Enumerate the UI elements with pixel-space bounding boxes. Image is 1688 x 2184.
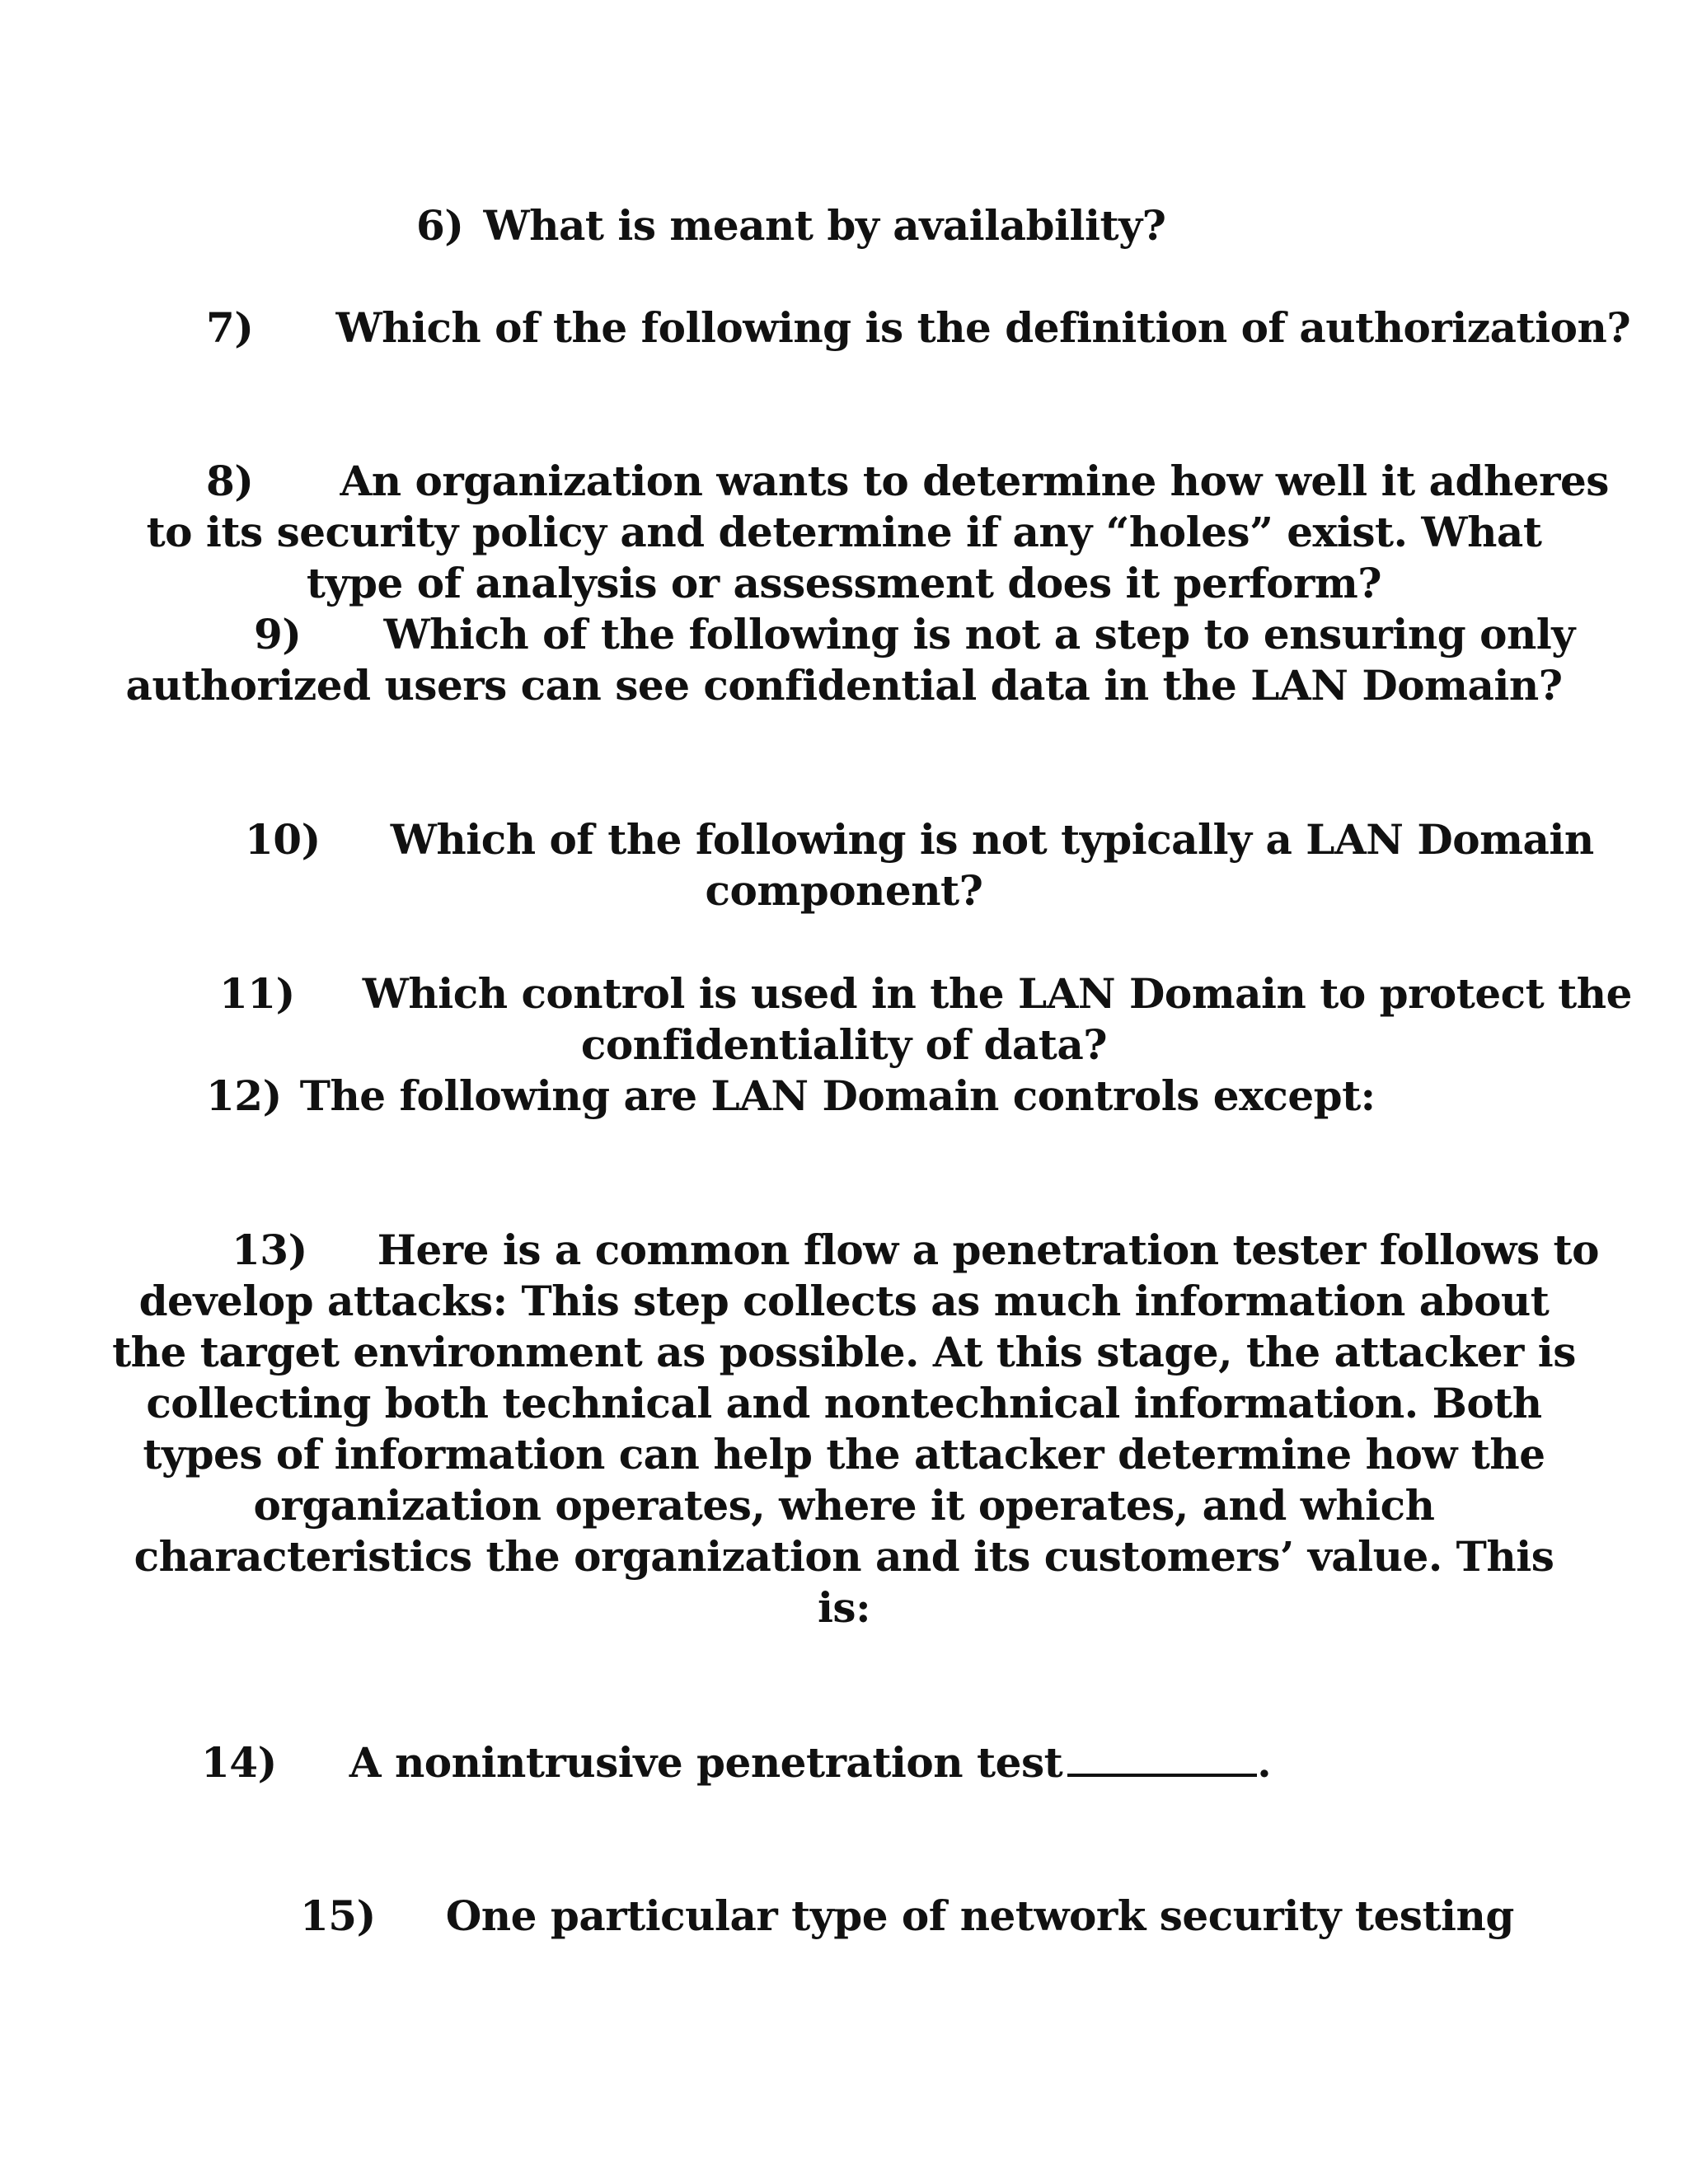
question-9-text-line-1: Which of the following is not a step to ensuring only (383, 610, 1575, 658)
question-8-number: 8) (206, 457, 254, 505)
question-14-period: . (1257, 1738, 1272, 1787)
question-13-line-8: is: (817, 1583, 871, 1632)
question-9-line-2: authorized users can see confidential data in the LAN Domain? (125, 661, 1563, 710)
question-13-line-2: develop attacks: This step collects as much information about (138, 1277, 1550, 1325)
question-15-number: 15) (300, 1891, 376, 1940)
question-6-number: 6) (416, 201, 464, 250)
question-11-line-1 (219, 968, 1632, 1019)
question-13-line-7: characteristics the organization and its customers’ value. This (134, 1532, 1554, 1581)
question-13-text-line-1: Here is a common flow a penetration tester follows to (377, 1226, 1599, 1274)
question-14 (201, 1737, 1271, 1788)
question-14-number: 14) (201, 1738, 277, 1787)
answer-blank (1067, 1737, 1257, 1777)
question-10-number: 10) (245, 815, 321, 864)
question-8-text-line-1: An organization wants to determine how well it adheres (340, 457, 1609, 505)
question-10-text-line-1: Which of the following is not typically a LAN Domain (390, 815, 1594, 864)
question-11-text-line-1: Which control is used in the LAN Domain to protect the (362, 969, 1632, 1018)
question-13-line-6: organization operates, where it operates, and which (253, 1481, 1435, 1530)
question-11-line-2: confidentiality of data? (580, 1020, 1108, 1069)
question-14-text: A nonintrusive penetration test (349, 1738, 1063, 1787)
question-9-line-1 (254, 609, 1575, 660)
question-13-line-4: collecting both technical and nontechnical information. Both (146, 1379, 1542, 1427)
question-8-line-2: to its security policy and determine if any “holes” exist. What (146, 508, 1542, 556)
question-8-line-3: type of analysis or assessment does it perform? (306, 559, 1382, 607)
question-6 (416, 200, 1165, 251)
question-13-line-1 (232, 1225, 1599, 1276)
question-13-number: 13) (232, 1226, 307, 1274)
question-7 (206, 302, 1630, 354)
question-12-number: 12) (206, 1071, 282, 1120)
question-10-line-2: component? (705, 866, 983, 915)
question-12-text: The following are LAN Domain controls except: (299, 1071, 1376, 1120)
question-13-line-5: types of information can help the attacker determine how the (143, 1430, 1545, 1479)
question-13-line-3: the target environment as possible. At this stage, the attacker is (112, 1328, 1576, 1376)
question-7-number: 7) (206, 303, 254, 352)
question-15 (300, 1891, 1514, 1942)
question-15-text: One particular type of network security testing (445, 1891, 1514, 1940)
question-6-text: What is meant by availability? (483, 201, 1166, 250)
question-11-number: 11) (219, 969, 295, 1018)
question-7-text: Which of the following is the definition of authorization? (335, 303, 1631, 352)
question-8-line-1 (206, 456, 1609, 507)
question-10-line-1 (245, 814, 1594, 865)
question-12 (206, 1071, 1376, 1122)
question-9-number: 9) (254, 610, 302, 658)
